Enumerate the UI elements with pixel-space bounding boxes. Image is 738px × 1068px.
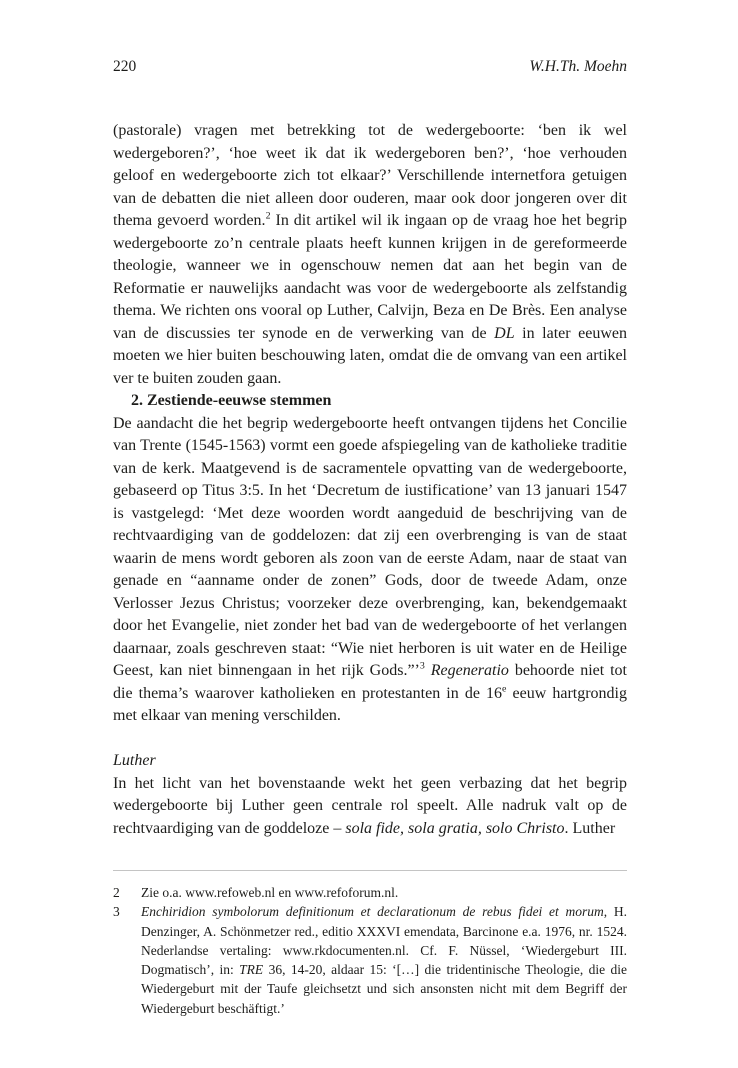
abbreviation-dl: DL [494, 324, 515, 342]
text-run: eeuw hartgrondig met elkaar van mening verschilden. [113, 684, 628, 724]
footnote-ref-2: 2 [265, 210, 271, 222]
cited-work-tre: TRE [239, 962, 264, 978]
text-run: (pastorale) vragen met betrekking tot de wedergeboorte: ‘ben ik wel wedergeboren?’, ‘hoe weet ik dat ik wedergeboren ben?’, ‘hoe verhouden geloof en wedergeboorte zich tot elkaar?’ Verschillende internetfora getuigen van de debatten die niet alleen door ouderen, maar ook door jongeren over dit thema gevoerd worden. [113, 122, 627, 229]
text-run: In het licht van het bovenstaande wekt het geen verbazing dat het begrip wedergeboorte bij Luther geen centrale rol speelt. Alle nadruk valt op de rechtvaardiging van de goddeloze – [113, 774, 627, 837]
footnote-3 [113, 902, 627, 1018]
text-run: De aandacht die het begrip wedergeboorte heeft ontvangen tijdens het Concilie van Trente (1545-1563) vormt een goede afspiegeling van de katholieke traditie van de kerk. Maatgevend is de sacramentele opvatting van de wedergeboorte, gebaseerd op Titus 3:5. In het ‘Decretum de iustificatione’ van 13 januari 1547 is vastgelegd: ‘Met deze woorden wordt aangeduid de beschrijving van de rechtvaardiging van de goddelozen: dat zij een overbrenging is van de staat waarin de mens wordt geboren als zoon van de eerste Adam, naar de staat van genade en “aanname onder de zonen” Gods, door de tweede Adam, onze Verlosser Jezus Christus; voorzeker deze overbrenging, kan, bekendgemaakt door het Evangelie, niet zonder het bad van de wedergeboorte of het verlangen daarnaar, zoals geschreven staat: “Wie niet herboren is uit water en de Heilige Geest, kan niet binnengaan in het rijk Gods.”’ [113, 414, 627, 679]
section-heading: 2. Zestiende-eeuwse stemmen [131, 392, 332, 409]
article-body [113, 120, 627, 1018]
term-regeneratio: Regeneratio [424, 662, 509, 679]
cited-work-title: Enchiridion symbolorum definitionum et declarationum de rebus fidei et morum [141, 904, 604, 920]
footnotes-section [113, 883, 627, 1018]
paragraph-intro [113, 120, 627, 390]
ordinal-superscript: e [502, 683, 507, 695]
running-head-author: W.H.Th. Moehn [529, 58, 627, 75]
paragraph-luther [113, 773, 627, 841]
footnote-marker: 3 [113, 904, 120, 920]
footnote-separator-rule [113, 870, 627, 871]
text-run: , H. Denzinger, A. Schönmetzer red., editio XXXVI emendata, Barcinone e.a. 1976, nr. 1524. Nederlandse vertaling: www.rkdocumenten.nl. Cf. F. Nüssel, ‘Wiedergeburt III. Dogmatisch’, in: [141, 904, 627, 978]
subsection-heading-luther: Luther [113, 752, 156, 769]
footnote-ref-3: 3 [419, 660, 425, 672]
page-number: 220 [113, 58, 137, 75]
text-run: in later eeuwen moeten we hier buiten beschouwing laten, omdat die de omvang van een artikel ver te buiten zouden gaan. [113, 324, 627, 387]
footnote-text [141, 902, 627, 1018]
page-header [113, 58, 627, 76]
text-run: 36, 14-20, aldaar 15: ‘[…] die tridentinische Theologie, die die Wiedergeburt mit der Taufe gleichsetzt und sich ansonsten nicht mit dem Begriff der Wiedergeburt beschäftigt.’ [141, 962, 627, 1016]
text-run: . Luther [564, 819, 616, 837]
footnote-2 [113, 883, 627, 902]
latin-phrase: sola fide, sola gratia, solo Christo [345, 819, 565, 837]
text-run: In dit artikel wil ik ingaan op de vraag hoe het begrip wedergeboorte zo’n centrale plaats heeft kunnen krijgen in de gereformeerde theologie, wanneer we in ogenschouw nemen dat aan het begin van de Reformatie er nauwelijks aandacht was voor de wedergeboorte als zelfstandig thema. We richten ons vooral op Luther, Calvijn, Beza en De Brès. Een analyse van de discussies ter synode en de verwerking van de [113, 212, 628, 342]
paragraph-trente [113, 413, 627, 728]
footnote-text: Zie o.a. www.refoweb.nl en www.refoforum.nl. [141, 885, 399, 900]
footnote-marker: 2 [113, 885, 120, 900]
text-run: behoorde niet tot die thema’s waarover katholieken en protestanten in de 16 [113, 662, 628, 702]
